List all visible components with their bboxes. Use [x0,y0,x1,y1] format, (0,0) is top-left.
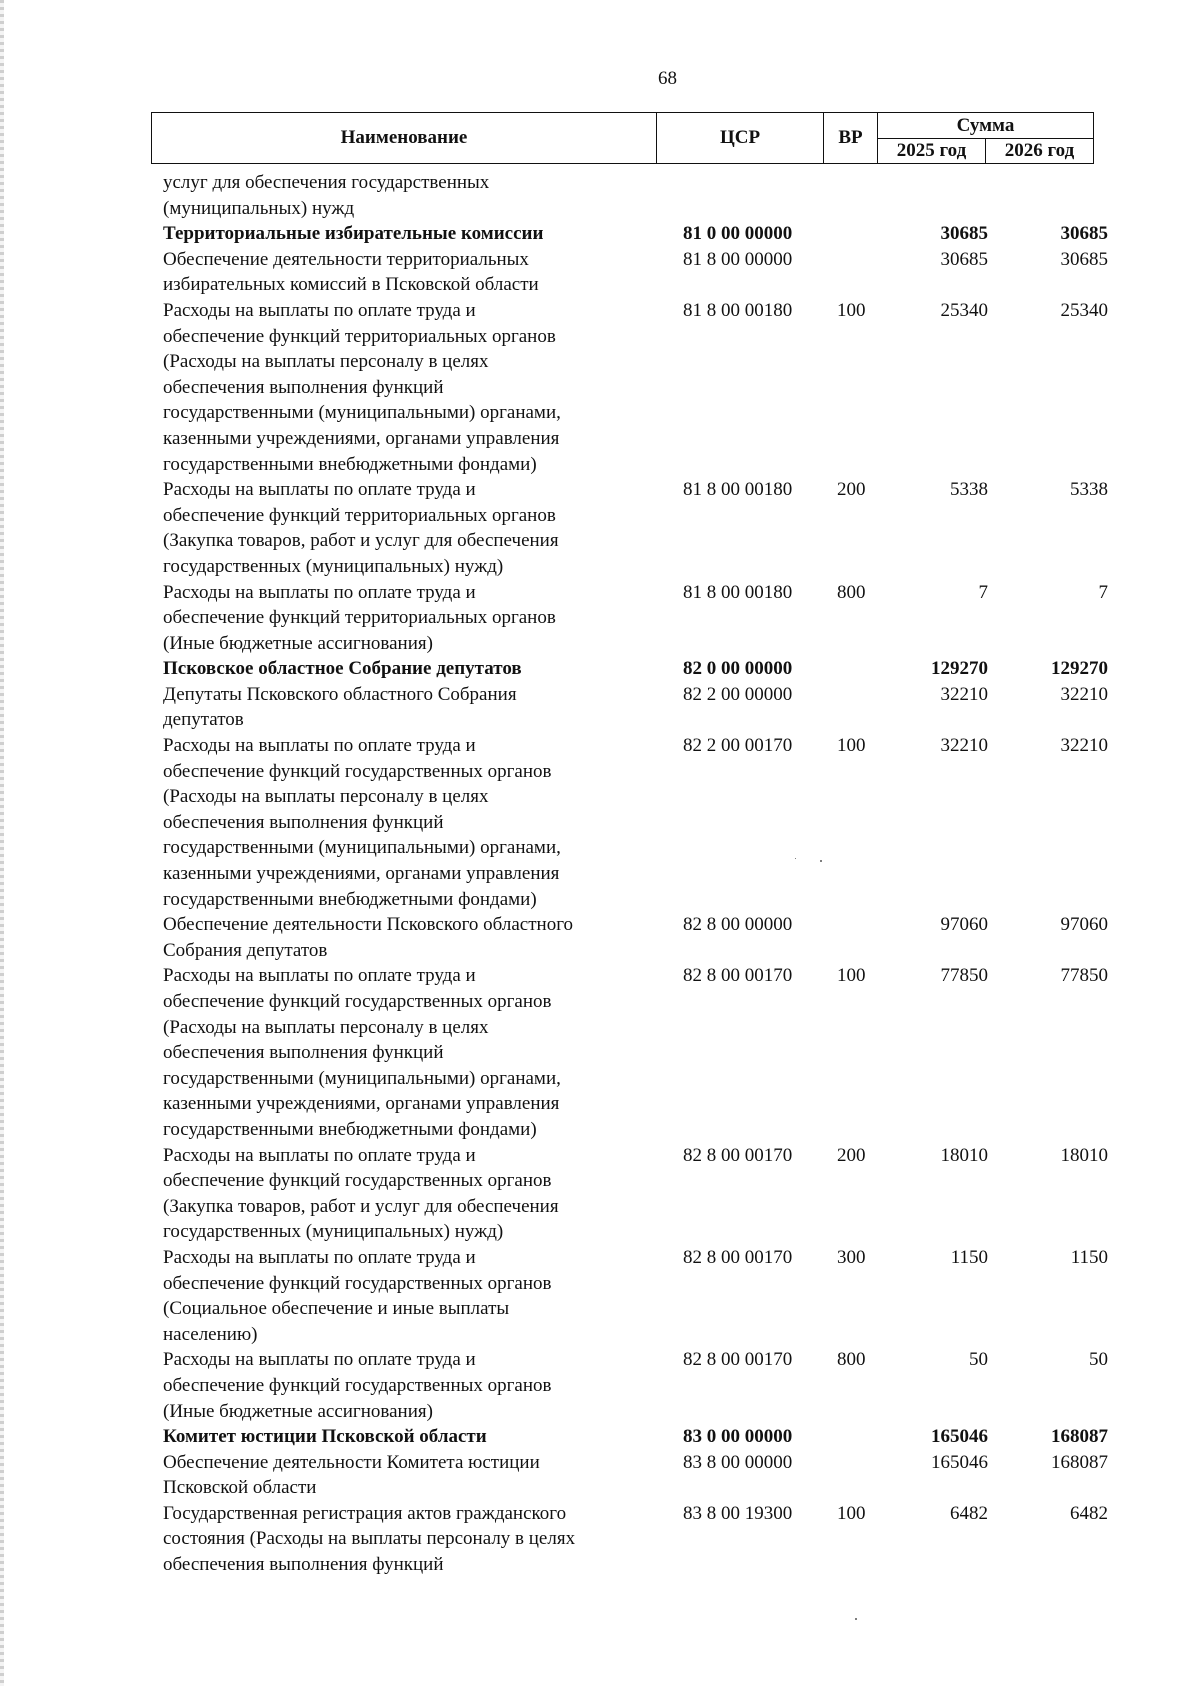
row-csr: 82 8 00 00170 [683,1144,793,1166]
table-row [0,1450,1200,1501]
row-sum-2025: 165046 [931,1426,988,1448]
row-vr: 800 [837,1349,866,1371]
row-sum-2025: 97060 [940,914,988,936]
row-sum-2025: 1150 [950,1246,988,1268]
table-row [0,1424,1200,1450]
row-name: Расходы на выплаты по оплате труда и обеспечение функций государственных органов (Расходы на выплаты персоналу в целях обеспечения выполнения функций государственными (муниципальными) органами, казенными учреждениями, органами управления государственными внебюджетными фондами) [163,965,561,1140]
table-row [0,912,1200,963]
row-name: услуг для обеспечения государственных (муниципальных) нужд [163,172,490,219]
row-csr: 83 8 00 19300 [683,1502,793,1524]
row-sum-2026: 6482 [1070,1502,1108,1524]
row-csr: 82 8 00 00170 [683,1246,793,1268]
row-sum-2025: 25340 [940,299,988,321]
row-csr: 81 8 00 00180 [683,479,793,501]
header-year-2026: 2026 год [986,139,1094,164]
row-csr: 81 8 00 00180 [683,581,793,603]
row-name: Расходы на выплаты по оплате труда и обеспечение функций территориальных органов (Иные бюджетные ассигнования) [163,581,556,654]
row-csr: 82 8 00 00000 [683,914,793,936]
row-vr: 300 [837,1246,866,1268]
table-row [0,682,1200,733]
row-name: Расходы на выплаты по оплате труда и обеспечение функций территориальных органов (Закупка товаров, работ и услуг для обеспечения государственных (муниципальных) нужд) [163,479,559,577]
table-header [151,112,1094,164]
row-csr: 82 8 00 00170 [683,1349,793,1371]
header-sum: Сумма [878,113,1094,139]
row-sum-2025: 129270 [931,658,988,680]
table-body [0,170,1200,1578]
row-csr: 81 8 00 00000 [683,248,793,270]
row-sum-2026: 30685 [1060,248,1108,270]
row-vr: 100 [837,735,866,757]
row-csr: 82 0 00 00000 [683,658,793,680]
row-sum-2026: 77850 [1060,965,1108,987]
table-row [0,477,1200,579]
row-sum-2026: 7 [1098,581,1108,603]
page-number: 68 [658,68,677,89]
table-row [0,170,1200,221]
row-sum-2026: 18010 [1060,1144,1108,1166]
row-sum-2026: 168087 [1051,1426,1108,1448]
header-csr: ЦСР [657,113,824,164]
table-row [0,1245,1200,1347]
table-row [0,656,1200,682]
row-sum-2025: 7 [978,581,988,603]
row-sum-2025: 77850 [940,965,988,987]
row-name: Расходы на выплаты по оплате труда и обеспечение функций государственных органов (Расходы на выплаты персоналу в целях обеспечения выполнения функций государственными (муниципальными) органами, казенными учреждениями, органами управления государственными внебюджетными фондами) [163,735,561,910]
row-sum-2026: 97060 [1060,914,1108,936]
row-csr: 82 2 00 00170 [683,735,793,757]
row-sum-2026: 129270 [1051,658,1108,680]
row-csr: 83 8 00 00000 [683,1451,793,1473]
row-sum-2026: 30685 [1060,223,1108,245]
row-sum-2025: 6482 [950,1502,988,1524]
row-sum-2025: 32210 [940,735,988,757]
row-vr: 200 [837,479,866,501]
row-name: Обеспечение деятельности Псковского областного Собрания депутатов [163,914,574,961]
row-csr: 82 2 00 00000 [683,683,793,705]
header-vr: ВР [824,113,878,164]
row-sum-2025: 18010 [940,1144,988,1166]
row-name: Расходы на выплаты по оплате труда и обеспечение функций государственных органов (Социальное обеспечение и иные выплаты населению) [163,1246,552,1345]
header-year-2025: 2025 год [878,139,986,164]
row-name: Расходы на выплаты по оплате труда и обеспечение функций государственных органов (Закупка товаров, работ и услуг для обеспечения государственных (муниципальных) нужд) [163,1144,559,1243]
row-sum-2025: 50 [969,1349,988,1371]
table-row [0,1347,1200,1424]
row-vr: 100 [837,965,866,987]
row-sum-2026: 50 [1089,1349,1108,1371]
row-csr: 83 0 00 00000 [683,1426,793,1448]
scan-speck [795,858,796,859]
scan-speck [820,860,822,862]
row-vr: 100 [837,299,866,321]
row-sum-2026: 5338 [1070,479,1108,501]
row-name: Расходы на выплаты по оплате труда и обеспечение функций государственных органов (Иные бюджетные ассигнования) [163,1349,552,1422]
row-vr: 200 [837,1144,866,1166]
row-name: Обеспечение деятельности Комитета юстиции Псковской области [163,1451,540,1499]
row-sum-2025: 30685 [940,248,988,270]
row-sum-2026: 32210 [1060,683,1108,705]
row-sum-2026: 25340 [1060,299,1108,321]
table-row [0,1143,1200,1245]
table-row [0,221,1200,247]
row-name: Псковское областное Собрание депутатов [163,658,522,680]
row-sum-2025: 32210 [940,683,988,705]
row-vr: 100 [837,1502,866,1524]
table-row [0,733,1200,912]
scan-speck [855,1618,857,1620]
table-row [0,247,1200,298]
table-row [0,1501,1200,1578]
row-csr: 81 8 00 00180 [683,299,793,321]
row-name: Расходы на выплаты по оплате труда и обеспечение функций территориальных органов (Расходы на выплаты персоналу в целях обеспечения выполнения функций государственными (муниципальными) органами, казенными учреждениями, органами управления государственными внебюджетными фондами) [163,299,561,475]
table-row [0,298,1200,477]
table-row [0,580,1200,657]
row-sum-2025: 165046 [931,1451,988,1473]
row-name: Государственная регистрация актов гражданского состояния (Расходы на выплаты персоналу в целях обеспечения выполнения функций [163,1502,576,1576]
header-name: Наименование [152,113,657,164]
row-vr: 800 [837,581,866,603]
row-sum-2026: 1150 [1070,1246,1108,1268]
row-sum-2025: 5338 [950,479,988,501]
row-csr: 81 0 00 00000 [683,223,793,245]
row-name: Комитет юстиции Псковской области [163,1426,487,1448]
row-name: Депутаты Псковского областного Собрания депутатов [163,683,517,731]
row-name: Территориальные избирательные комиссии [163,223,544,245]
row-sum-2026: 32210 [1060,735,1108,757]
row-name: Обеспечение деятельности территориальных избирательных комиссий в Псковской области [163,248,539,296]
row-sum-2025: 30685 [940,223,988,245]
row-sum-2026: 168087 [1051,1451,1108,1473]
row-csr: 82 8 00 00170 [683,965,793,987]
table-row [0,963,1200,1142]
